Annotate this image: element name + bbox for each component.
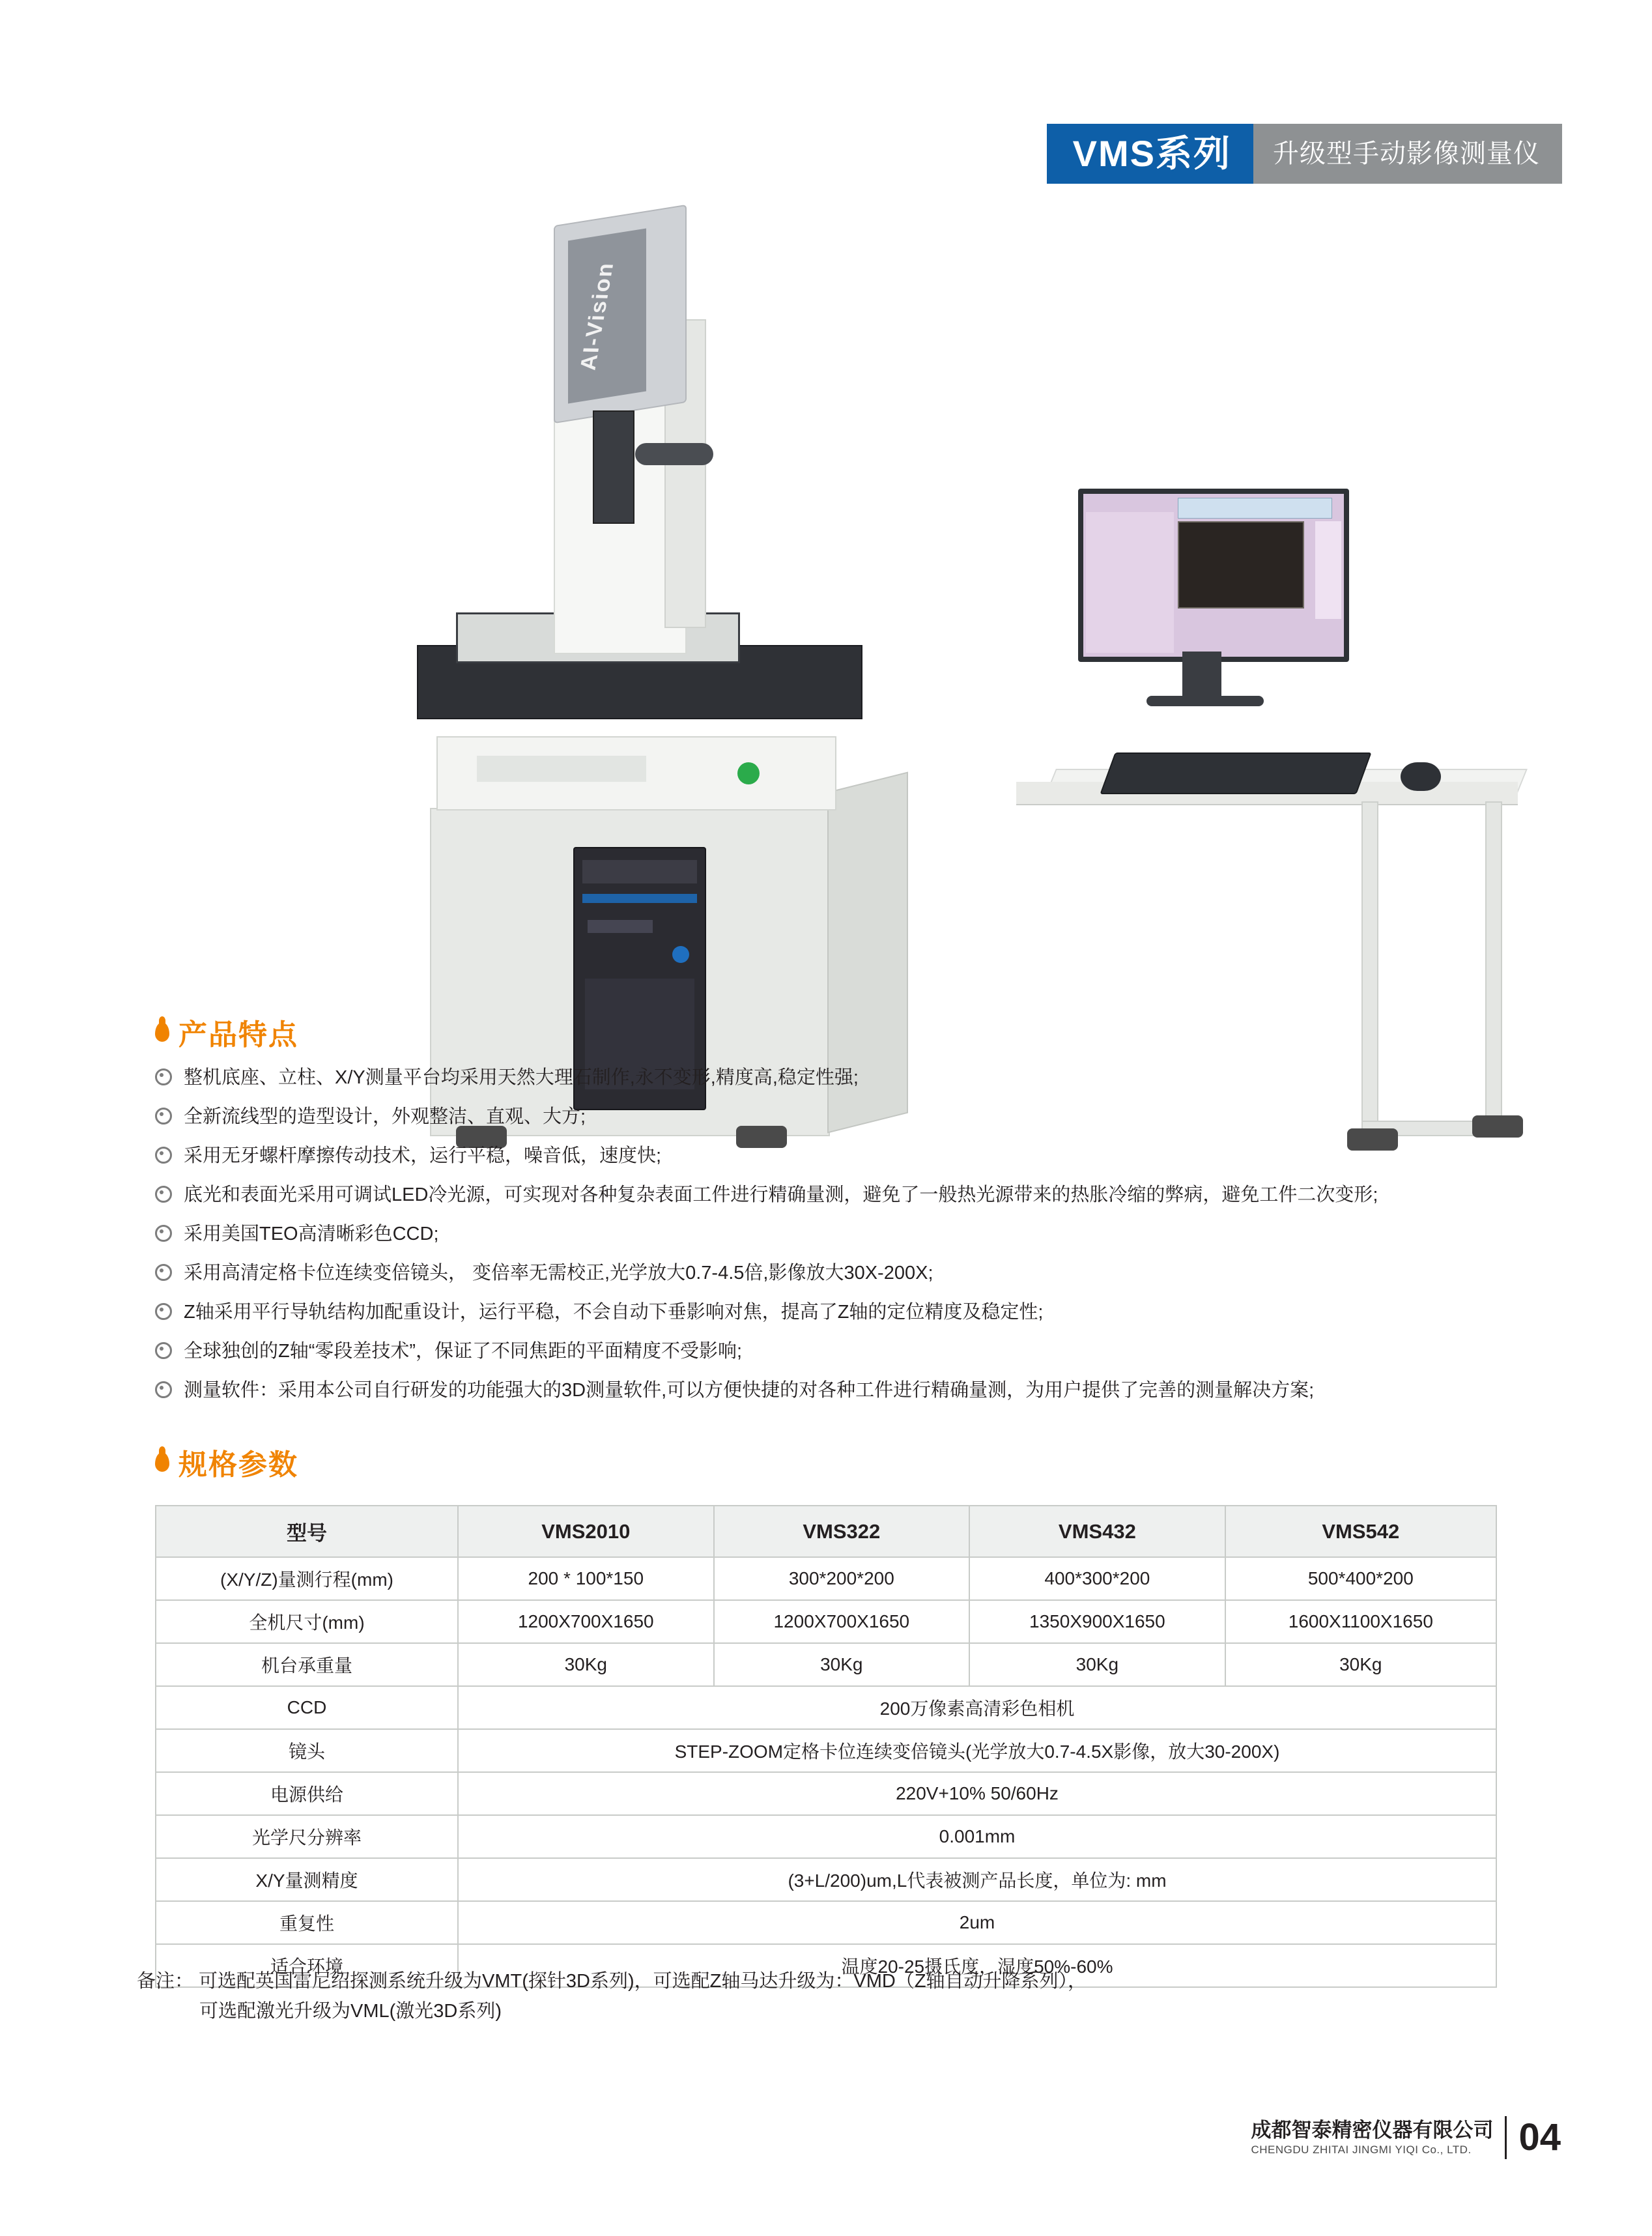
table-cell: 1200X700X1650 [714,1600,970,1643]
row-label: (X/Y/Z)量测行程(mm) [156,1557,458,1600]
remark-line-2: 可选配激光升级为VML(激光3D系列) [199,2001,502,2022]
features-title: 产品特点 [178,1019,298,1051]
brand-plate [568,228,646,403]
row-label: 镜头 [156,1729,458,1772]
row-label: 机台承重量 [156,1643,458,1686]
feature-item [155,1259,1556,1288]
column-header: VMS2010 [458,1506,714,1557]
feature-text: 采用高清定格卡位连续变倍镜头， 变倍率无需校正,光学放大0.7-4.5倍,影像放大30X-200X; [184,1262,933,1283]
machine-power-indicator [737,762,760,784]
company-name-cn: 成都智泰精密仪器有限公司 [1251,2119,1494,2142]
feature-text: Z轴采用平行导轨结构加配重设计，运行平稳，不会自动下垂影响对焦，提高了Z轴的定位精度及稳定性; [184,1301,1044,1323]
monitor [1078,489,1349,662]
feature-item [155,1141,1556,1171]
spec-table-head [156,1506,1496,1557]
company-name-en: CHENGDU ZHITAI JINGMI YIQI Co., LTD. [1251,2143,1472,2156]
remark-line-1: 备注： 可选配英国雷尼绍探测系统升级为VMT(探针3D系列)，可选配Z轴马达升级为：VMD（Z轴自动升降系列）， [137,1971,1087,1992]
table-cell: STEP-ZOOM定格卡位连续变倍镜头(光学放大0.7-4.5X影像，放大30-200X) [458,1729,1496,1772]
banner-series-label: VMS系列 [1047,124,1253,184]
monitor-base [1146,696,1264,706]
table-cell: 温度20-25摄氏度，湿度50%-60% [458,1944,1496,1987]
keyboard [1100,752,1371,794]
column-header: 型号 [156,1506,458,1557]
camera-lens [593,410,634,524]
bullet-icon [155,1303,172,1320]
table-cell: 500*400*200 [1225,1557,1496,1600]
row-label: CCD [156,1686,458,1729]
row-label: X/Y量测精度 [156,1858,458,1901]
table-cell: 30Kg [714,1643,970,1686]
mouse [1401,762,1441,791]
footer [1251,2115,1561,2159]
product-photo [339,195,1446,1003]
spec-table-wrapper [155,1505,1497,1988]
software-image-view [1178,521,1304,609]
feature-text: 全新流线型的造型设计，外观整洁、直观、大方; [184,1106,586,1127]
table-cell: 220V+10% 50/60Hz [458,1772,1496,1815]
feature-text: 测量软件：采用本公司自行研发的功能强大的3D测量软件,可以方便快捷的对各种工件进行精确量测，为用户提供了完善的测量解决方案; [184,1379,1315,1401]
row-label: 光学尺分辨率 [156,1815,458,1858]
droplet-icon [155,1022,169,1042]
bullet-icon [155,1381,172,1398]
row-label: 电源供给 [156,1772,458,1815]
table-row [156,1858,1496,1901]
table-cell: 1200X700X1650 [458,1600,714,1643]
feature-item [155,1102,1556,1132]
table-cell: 1600X1100X1650 [1225,1600,1496,1643]
banner-subtitle-label: 升级型手动影像测量仪 [1253,124,1562,184]
column-header: VMS432 [969,1506,1225,1557]
table-cell: 400*300*200 [969,1557,1225,1600]
table-cell: 30Kg [969,1643,1225,1686]
droplet-icon [155,1452,169,1472]
pc-power-button [672,946,689,963]
pc-front-panel [582,860,697,883]
feature-item [155,1063,1556,1093]
software-toolbar-panel [1086,512,1174,653]
machine-base-plate [436,736,836,810]
feature-item [155,1376,1556,1405]
table-cell: 30Kg [458,1643,714,1686]
software-title-bar [1178,498,1332,519]
feature-text: 整机底座、立柱、X/Y测量平台均采用天然大理石制作,永不变形,精度高,稳定性强; [184,1067,859,1088]
pc-drive-bay [588,920,653,933]
focus-knob [635,443,713,465]
specs-title: 规格参数 [178,1449,298,1481]
page-number: 04 [1518,2116,1561,2158]
spec-table [155,1505,1497,1988]
table-cell: 30Kg [1225,1643,1496,1686]
table-cell: (3+L/200)um,L代表被测产品长度，单位为: mm [458,1858,1496,1901]
bullet-icon [155,1108,172,1125]
feature-item [155,1181,1556,1210]
table-row [156,1729,1496,1772]
features-section-heading [155,1011,298,1053]
feature-item [155,1337,1556,1366]
bullet-icon [155,1225,172,1242]
header-banner [1047,124,1562,184]
remark-block [137,1966,1505,2027]
footer-divider [1505,2116,1507,2159]
monitor-screen [1083,494,1344,657]
table-cell: 2um [458,1901,1496,1944]
specs-section-heading [155,1441,298,1483]
feature-item [155,1220,1556,1249]
monitor-stand [1182,652,1221,697]
row-label: 适合环境 [156,1944,458,1987]
feature-text: 底光和表面光采用可调试LED冷光源，可实现对各种复杂表面工件进行精确量测，避免了一般热光源带来的热胀冷缩的弊病，避免工件二次变形; [184,1184,1378,1205]
row-label: 全机尺寸(mm) [156,1600,458,1643]
table-row [156,1686,1496,1729]
table-cell: 300*200*200 [714,1557,970,1600]
pc-accent-stripe [582,894,697,903]
bullet-icon [155,1264,172,1281]
footer-company [1251,2118,1493,2157]
table-row [156,1772,1496,1815]
bullet-icon [155,1147,172,1164]
table-header-row [156,1506,1496,1557]
spec-table-body [156,1557,1496,1987]
feature-text: 采用无牙螺杆摩擦传动技术，运行平稳，噪音低，速度快; [184,1145,662,1166]
software-side-panel [1315,521,1341,619]
table-cell: 1350X900X1650 [969,1600,1225,1643]
column-header: VMS542 [1225,1506,1496,1557]
column-header: VMS322 [714,1506,970,1557]
table-row [156,1643,1496,1686]
table-row [156,1815,1496,1858]
bullet-icon [155,1068,172,1085]
table-cell: 200万像素高清彩色相机 [458,1686,1496,1729]
features-list [155,1063,1556,1414]
feature-text: 采用美国TEO高清晰彩色CCD; [184,1223,439,1244]
table-cell: 200 * 100*150 [458,1557,714,1600]
feature-item [155,1298,1556,1327]
machine-control-label [477,756,646,782]
table-row [156,1901,1496,1944]
table-row [156,1600,1496,1643]
bullet-icon [155,1342,172,1359]
table-cell: 0.001mm [458,1815,1496,1858]
row-label: 重复性 [156,1901,458,1944]
table-row [156,1557,1496,1600]
bullet-icon [155,1186,172,1203]
brand-text: AI-Vision [575,261,619,371]
feature-text: 全球独创的Z轴“零段差技术”，保证了不同焦距的平面精度不受影响; [184,1340,743,1362]
